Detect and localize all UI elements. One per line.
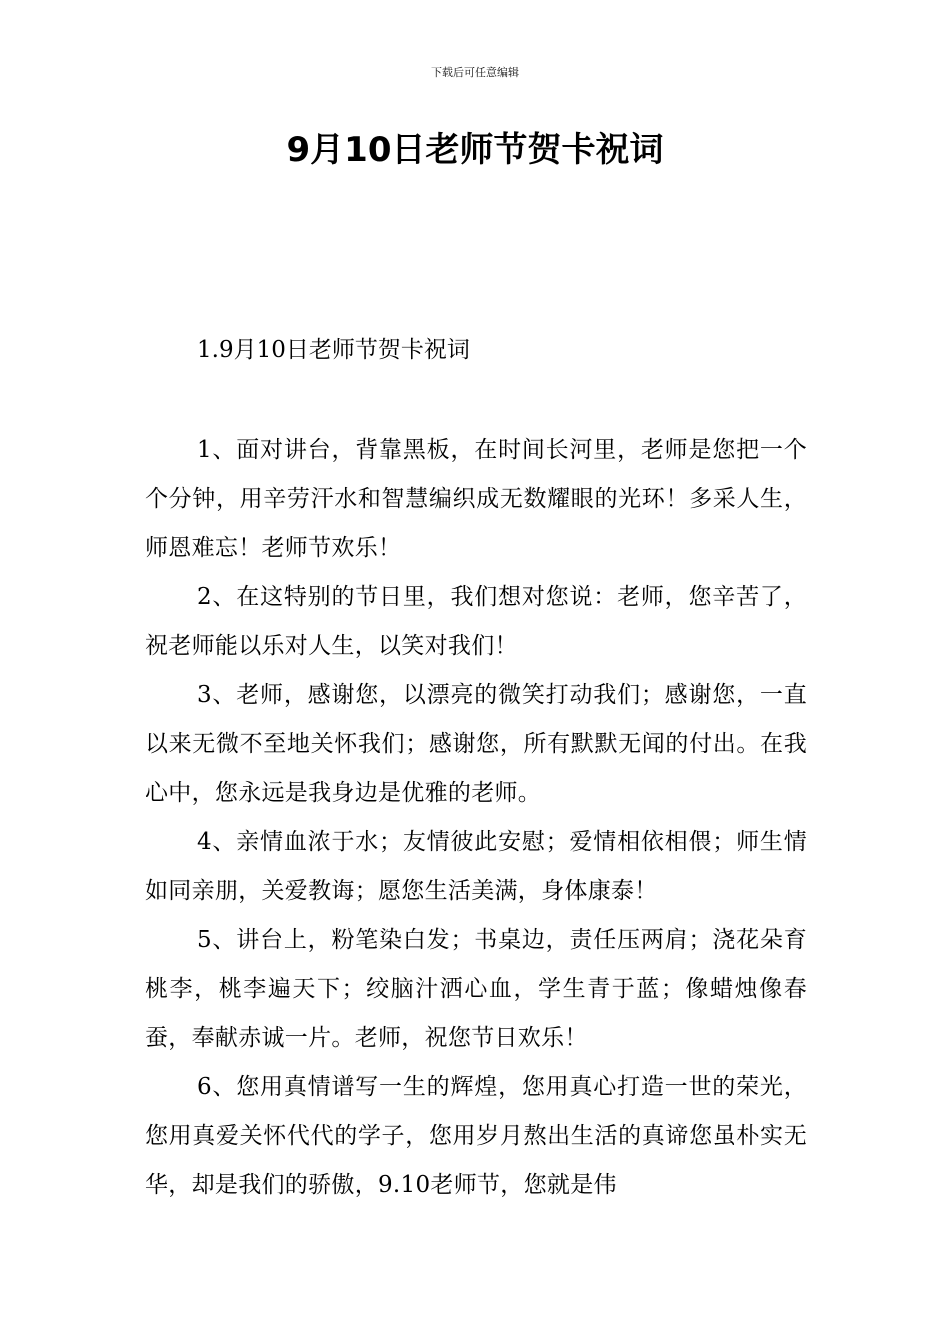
section-heading: 1.9月10日老师节贺卡祝词 xyxy=(197,337,470,363)
paragraph: 1、面对讲台，背靠黑板，在时间长河里，老师是您把一个个分钟，用辛劳汗水和智慧编织成无数耀眼的光环！多采人生，师恩难忘！老师节欢乐！ xyxy=(145,437,807,561)
document-title: 9月10日老师节贺卡祝词 xyxy=(286,130,664,170)
paragraph: 5、讲台上，粉笔染白发；书桌边，责任压两肩；浇花朵育桃李，桃李遍天下；绞脑汁洒心血，学生青于蓝；像蜡烛像春蚕，奉献赤诚一片。老师，祝您节日欢乐！ xyxy=(145,927,807,1051)
paragraph: 4、亲情血浓于水；友情彼此安慰；爱情相依相偎；师生情如同亲朋，关爱教诲；愿您生活美满，身体康泰！ xyxy=(145,829,807,904)
paragraph: 3、老师，感谢您，以漂亮的微笑打动我们；感谢您，一直以来无微不至地关怀我们；感谢您，所有默默无闻的付出。在我心中，您永远是我身边是优雅的老师。 xyxy=(145,682,807,806)
body-text xyxy=(145,426,807,1210)
paragraph: 6、您用真情谱写一生的辉煌，您用真心打造一世的荣光，您用真爱关怀代代的学子，您用岁月熬出生活的真谛您虽朴实无华，却是我们的骄傲，9.10老师节，您就是伟 xyxy=(145,1074,807,1198)
paragraph: 2、在这特别的节日里，我们想对您说：老师，您辛苦了，祝老师能以乐对人生，以笑对我们！ xyxy=(145,584,807,659)
header-note: 下载后可任意编辑 xyxy=(431,66,519,79)
